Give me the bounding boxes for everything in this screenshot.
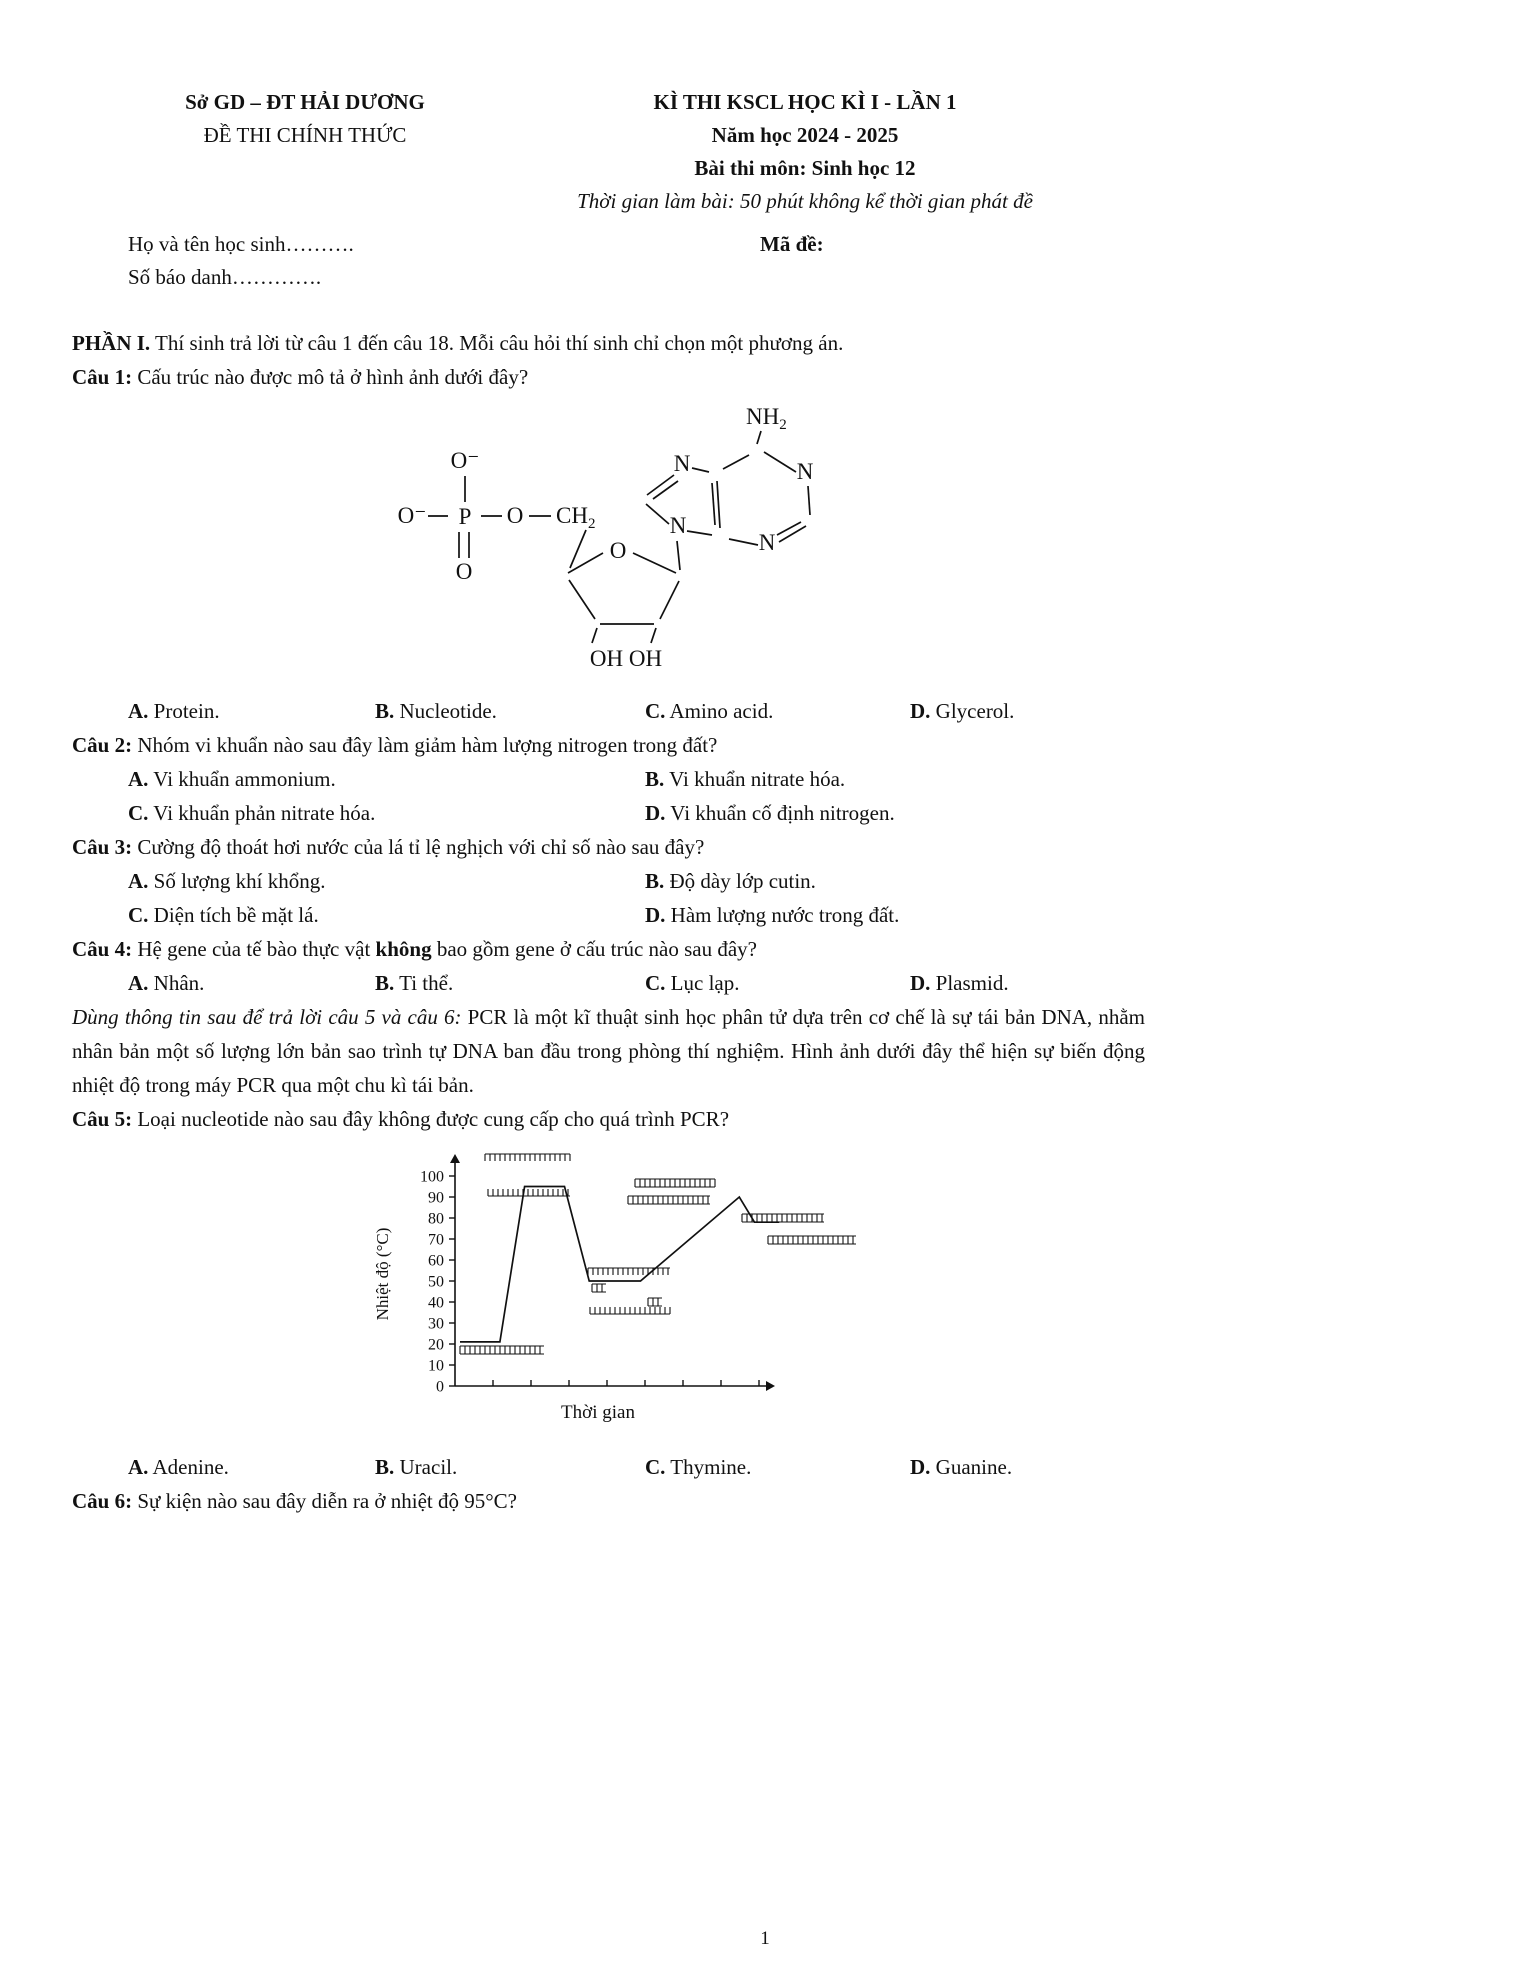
atom-label-o-double: O [455, 559, 473, 584]
question-6-label: Câu 6: [72, 1489, 133, 1513]
pcr-temperature-chart [360, 1146, 890, 1438]
atom-label-n9: N [669, 513, 687, 538]
q4-option-b: B. Ti thể. [375, 971, 454, 995]
atom-label-n1: N [796, 459, 814, 484]
student-name-line: Họ và tên học sinh………. [128, 232, 354, 256]
q2-option-d: D. Vi khuẩn cố định nitrogen. [645, 801, 895, 825]
student-id-line: Số báo danh…………. [128, 265, 322, 289]
question-4-label: Câu 4: [72, 937, 133, 961]
question-1 [72, 360, 1145, 394]
question-4-bold-word: không [375, 937, 432, 961]
question-4 [72, 932, 1145, 966]
exam-code-label: Mã đề: [760, 232, 824, 256]
q4-option-a: A. Nhân. [128, 971, 205, 995]
atom-label-o-bridge: O [506, 503, 524, 528]
svg-text:0: 0 [436, 1378, 444, 1396]
question-2 [72, 728, 1145, 762]
pcr-intro-lead: Dùng thông tin sau để trả lời câu 5 và câu 6: [72, 1005, 462, 1029]
svg-text:30: 30 [428, 1315, 444, 1333]
student-name-row [72, 228, 1145, 261]
question-5-text: Loại nucleotide nào sau đây không được cung cấp cho quá trình PCR? [132, 1107, 730, 1131]
atom-label-ch2: $CH_2$ [556, 503, 596, 532]
question-3 [72, 830, 1145, 864]
atom-label-n3: N [758, 530, 776, 555]
q4-option-c: C. Lục lạp. [645, 971, 740, 995]
part1-label: PHẦN I. [72, 331, 151, 355]
question-6 [72, 1484, 1145, 1518]
atom-label-ring-o: O [609, 538, 627, 563]
atom-label-oh-oh: OH OH [589, 646, 663, 671]
question-5-options [72, 1450, 1145, 1484]
question-2-options [72, 762, 1145, 830]
question-1-text: Cấu trúc nào được mô tả ở hình ảnh dưới đây? [132, 365, 529, 389]
q5-option-a: A. Adenine. [128, 1455, 229, 1479]
question-2-label: Câu 2: [72, 733, 133, 757]
part1-instruction: Thí sinh trả lời từ câu 1 đến câu 18. Mỗi câu hỏi thí sinh chỉ chọn một phương án. [150, 331, 844, 355]
exam-title: KÌ THI KSCL HỌC KÌ I - LẦN 1 [653, 90, 957, 114]
question-1-options [72, 694, 1145, 728]
q1-option-b: B. Nucleotide. [375, 699, 497, 723]
svg-text:40: 40 [428, 1294, 444, 1312]
question-2-text: Nhóm vi khuẩn nào sau đây làm giảm hàm lượng nitrogen trong đất? [132, 733, 718, 757]
nucleotide-structure-figure [390, 398, 860, 686]
svg-text:10: 10 [428, 1357, 444, 1375]
q5-option-c: C. Thymine. [645, 1455, 752, 1479]
q1-option-d: D. Glycerol. [910, 699, 1015, 723]
question-6-text: Sự kiện nào sau đây diễn ra ở nhiệt độ 95°C? [132, 1489, 517, 1513]
department-name: Sở GD – ĐT HẢI DƯƠNG [185, 90, 425, 114]
part1-heading [72, 326, 1145, 360]
q5-option-b: B. Uracil. [375, 1455, 458, 1479]
q1-option-c: C. Amino acid. [645, 699, 774, 723]
atom-label-nh2: $NH_2$ [746, 404, 787, 433]
svg-text:90: 90 [428, 1189, 444, 1207]
q3-option-d: D. Hàm lượng nước trong đất. [645, 903, 900, 927]
question-5-label: Câu 5: [72, 1107, 133, 1131]
pcr-intro-paragraph [72, 1000, 1145, 1102]
atom-label-n7: N [673, 451, 691, 476]
q1-option-a: A. Protein. [128, 699, 220, 723]
svg-text:100: 100 [420, 1168, 444, 1186]
question-1-label: Câu 1: [72, 365, 133, 389]
q4-option-d: D. Plasmid. [910, 971, 1009, 995]
q3-option-c: C. Diện tích bề mặt lá. [128, 903, 319, 927]
question-3-options [72, 864, 1145, 932]
page-number: 1 [760, 1928, 770, 1949]
exam-header [72, 86, 1145, 218]
nucleotide-figure-wrapper [390, 398, 1145, 692]
q5-option-d: D. Guanine. [910, 1455, 1013, 1479]
svg-text:50: 50 [428, 1273, 444, 1291]
q2-option-a: A. Vi khuẩn ammonium. [128, 767, 336, 791]
question-4-text-pre: Hệ gene của tế bào thực vật [132, 937, 376, 961]
school-year: Năm học 2024 - 2025 [711, 123, 899, 147]
header-left [72, 86, 538, 218]
svg-text:80: 80 [428, 1210, 444, 1228]
atom-label-p: P [458, 504, 472, 529]
q2-option-c: C. Vi khuẩn phản nitrate hóa. [128, 801, 376, 825]
question-5 [72, 1102, 1145, 1136]
atom-label-o-left: O⁻ [397, 503, 427, 528]
q3-option-a: A. Số lượng khí khổng. [128, 869, 326, 893]
q2-option-b: B. Vi khuẩn nitrate hóa. [645, 767, 846, 791]
question-3-label: Câu 3: [72, 835, 133, 859]
svg-text:70: 70 [428, 1231, 444, 1249]
exam-duration: Thời gian làm bài: 50 phút không kể thời gian phát đề [577, 189, 1033, 213]
chart-y-axis-label: Nhiệt độ (°C) [373, 1227, 392, 1321]
q3-option-b: B. Độ dày lớp cutin. [645, 869, 816, 893]
svg-text:60: 60 [428, 1252, 444, 1270]
pcr-chart-wrapper [360, 1146, 1145, 1444]
header-right [538, 86, 1072, 218]
question-3-text: Cường độ thoát hơi nước của lá tỉ lệ nghịch với chỉ số nào sau đây? [132, 835, 705, 859]
exam-subject: Bài thi môn: Sinh học 12 [694, 156, 916, 180]
question-4-text-post: bao gồm gene ở cấu trúc nào sau đây? [431, 937, 757, 961]
pcr-intro-body: PCR là một kĩ thuật sinh học phân tử dựa trên cơ chế là sự tái bản DNA, nhằm nhân bản một số lượng lớn bản sao trình tự DNA ban đầu trong phòng thí nghiệm. Hình ảnh dưới đây thể hiện sự biến động nhiệt độ trong máy PCR qua một chu kì tái bản. [72, 1005, 1145, 1097]
question-4-options [72, 966, 1145, 1000]
official-exam-label: ĐỀ THI CHÍNH THỨC [203, 123, 407, 147]
chart-x-axis-label: Thời gian [561, 1402, 635, 1423]
student-id-row [72, 261, 1145, 294]
svg-text:20: 20 [428, 1336, 444, 1354]
atom-label-o-top: O⁻ [450, 448, 480, 473]
